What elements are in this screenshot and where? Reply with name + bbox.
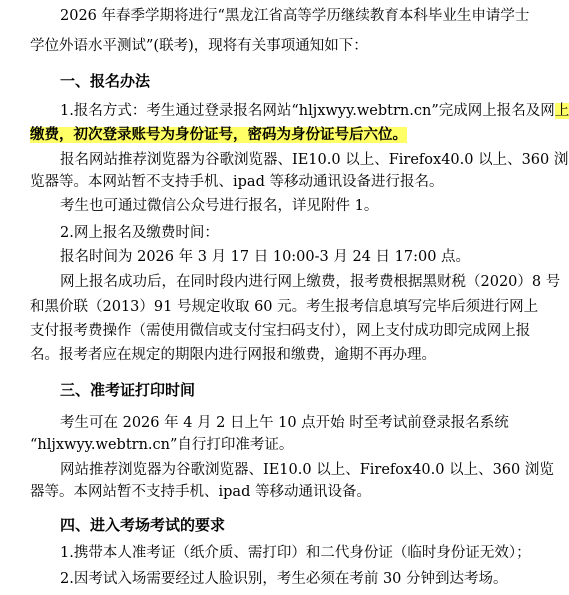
section-4-heading: 四、进入考场考试的要求 [60,516,226,534]
admission-print-line-2: “hljxwyy.webtrn.cn”自行打印准考证。 [30,437,294,453]
intro-line-2: 学位外语水平测试”(联考)，现将有关事项通知如下： [30,38,368,54]
section-3-heading: 三、准考证打印时间 [60,381,196,399]
intro-line-1: 2026 年春季学期将进行“黑龙江省高等学历继续教育本科毕业生申请学士 [60,8,530,24]
browser-line-2: 览器等。本网站暂不支持手机、ipad 等移动通讯设备进行报名。 [30,174,444,190]
item-1-line-2 [30,125,407,147]
item-1-highlight-start: 上 [554,103,569,119]
admission-browser-line-2: 器等。本网站暂不支持手机、ipad 等移动通讯设备。 [30,484,371,500]
section-1-heading: 一、报名办法 [60,72,151,90]
item-1-text: 1.报名方式：考生通过登录报名网站“hljxwyy.webtrn.cn”完成网上报名及网 [60,103,555,119]
requirement-1: 1.携带本人准考证（纸介质、需打印）和二代身份证（临时身份证无效）； [60,545,531,561]
fee-line-1: 网上报名成功后，在同时段内进行网上缴费，报考费根据黑财税（2020）8 号 [60,274,561,290]
requirement-2: 2.因考试入场需要经过人脸识别，考生必须在考前 30 分钟到达考场。 [60,571,508,587]
admission-print-line-1: 考生可在 2026 年 4 月 2 日上午 10 点开始 时至考试前登录报名系统 [60,415,509,431]
wechat-line: 考生也可通过微信公众号进行报名，详见附件 1。 [60,198,379,214]
browser-line-1: 报名网站推荐浏览器为谷歌浏览器、IE10.0 以上、Firefox40.0 以上、360 浏 [60,152,569,168]
item-2-title: 2.网上报名及缴费时间： [60,225,219,241]
registration-time: 报名时间为 2026 年 3 月 17 日 10:00-3 月 24 日 17:00 点。 [60,249,471,265]
item-1-line-1 [60,101,569,123]
fee-line-3: 支付报考费操作（需使用微信或支付宝扫码支付），网上支付成功即完成网上报 [30,323,531,339]
fee-line-4: 名。报考者应在规定的期限内进行网报和缴费，逾期不再办理。 [30,347,436,363]
login-credentials-highlight: 缴费，初次登录账号为身份证号，密码为身份证号后六位。 [30,127,407,143]
admission-browser-line-1: 网站推荐浏览器为谷歌浏览器、IE10.0 以上、Firefox40.0 以上、360 浏览 [60,462,554,478]
fee-line-2: 和黑价联（2013）91 号规定收取 60 元。考生报考信息填写完毕后须进行网上 [30,299,539,315]
